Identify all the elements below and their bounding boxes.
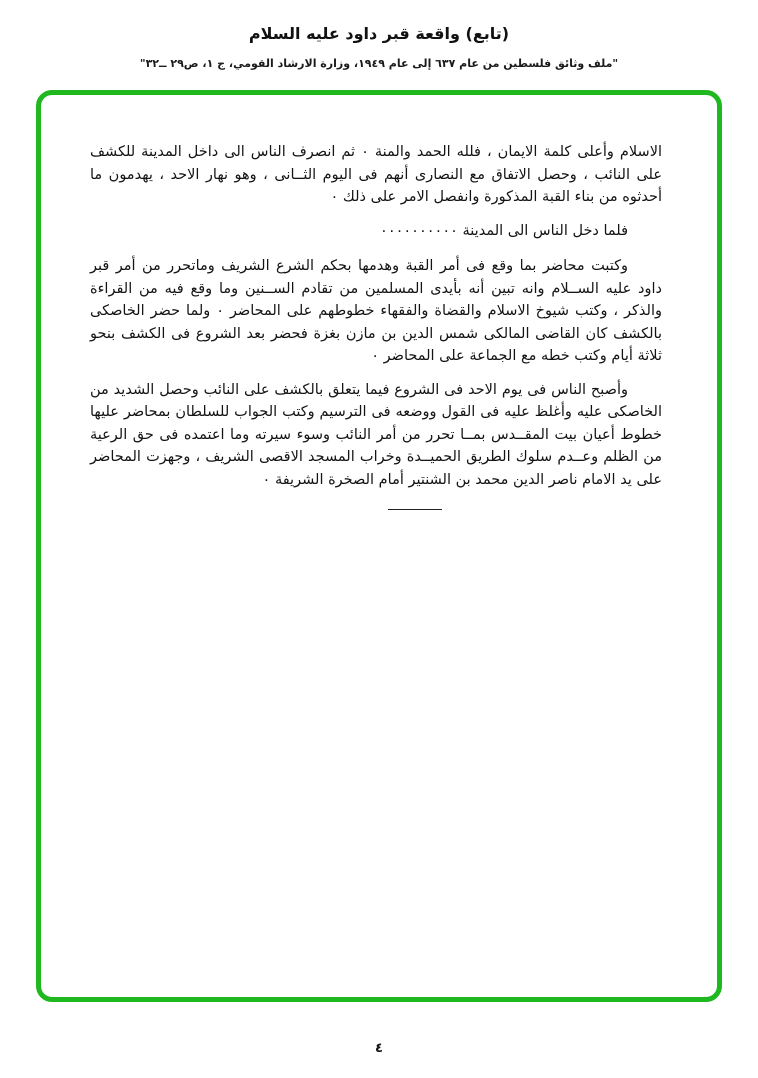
paragraph-2: فلما دخل الناس الى المدينة ٠٠٠٠٠٠٠٠٠٠ [380, 222, 628, 239]
paragraph-3: وكتبت محاضر بما وقع فى أمر القبة وهدمها بحكم الشرع الشريف وماتحرر من أمر قبر داود عليه الســلام وانه تبين أنه بأيدى المسلمين من تقادم الســنين وما وقع فيه من القراءة والذكر ، وكتب شيوخ الاسلام والقضاة والفقهاء خطوطهم على المحاضر ٠ ولما حضر الخاصكى بالكشف كان القاضى المالكى شمس الدين بن مازن بغزة فحضر بعد الشروع فى الكشف بنحو ثلاثة أيام وكتب خطه مع الجماعة على المحاضر ٠ [90, 258, 662, 364]
source-citation: "ملف وثائق فلسطين من عام ٦٣٧ إلى عام ١٩٤٩، وزارة الارشاد القومي، ج ١، ص٢٩ ــ٣٢" [139, 57, 619, 70]
content-frame [36, 90, 722, 1002]
end-divider [388, 509, 442, 510]
document-header [0, 0, 758, 70]
paragraph-1: الاسلام وأعلى كلمة الايمان ، فلله الحمد والمنة ٠ ثم انصرف الناس الى داخل المدينة للكشف على النائب ، وحصل الاتفاق مع النصارى أنهم فى اليوم الثــانى ، وهو نهار الاحد ، يهدمون ما أحدثوه من بناء القبة المذكورة وانفصل الامر على ذلك ٠ [90, 144, 662, 205]
page-number: ٤ [375, 1041, 383, 1056]
page-title: (تابع) واقعة قبر داود عليه السلام [248, 24, 510, 43]
body-text [90, 141, 662, 510]
paragraph-4: وأصبح الناس فى يوم الاحد فى الشروع فيما يتعلق بالكشف على النائب وحصل الشديد من الخاصكى عليه وأغلظ عليه فى القول ووضعه فى الترسيم وكتب الجواب للسلطان بمحاضر عليها خطوط أعيان بيت المقــدس بمــا تحرر من أمر النائب وسوء سيرته وما اعتمده فى حق الرعية من الظلم وعــدم سلوك الطريق الحميــدة وخراب المسجد الاقصى الشريف ، وجهزت المحاضر على يد الامام ناصر الدين محمد بن الشنتير أمام الصخرة الشريفة ٠ [90, 381, 662, 488]
